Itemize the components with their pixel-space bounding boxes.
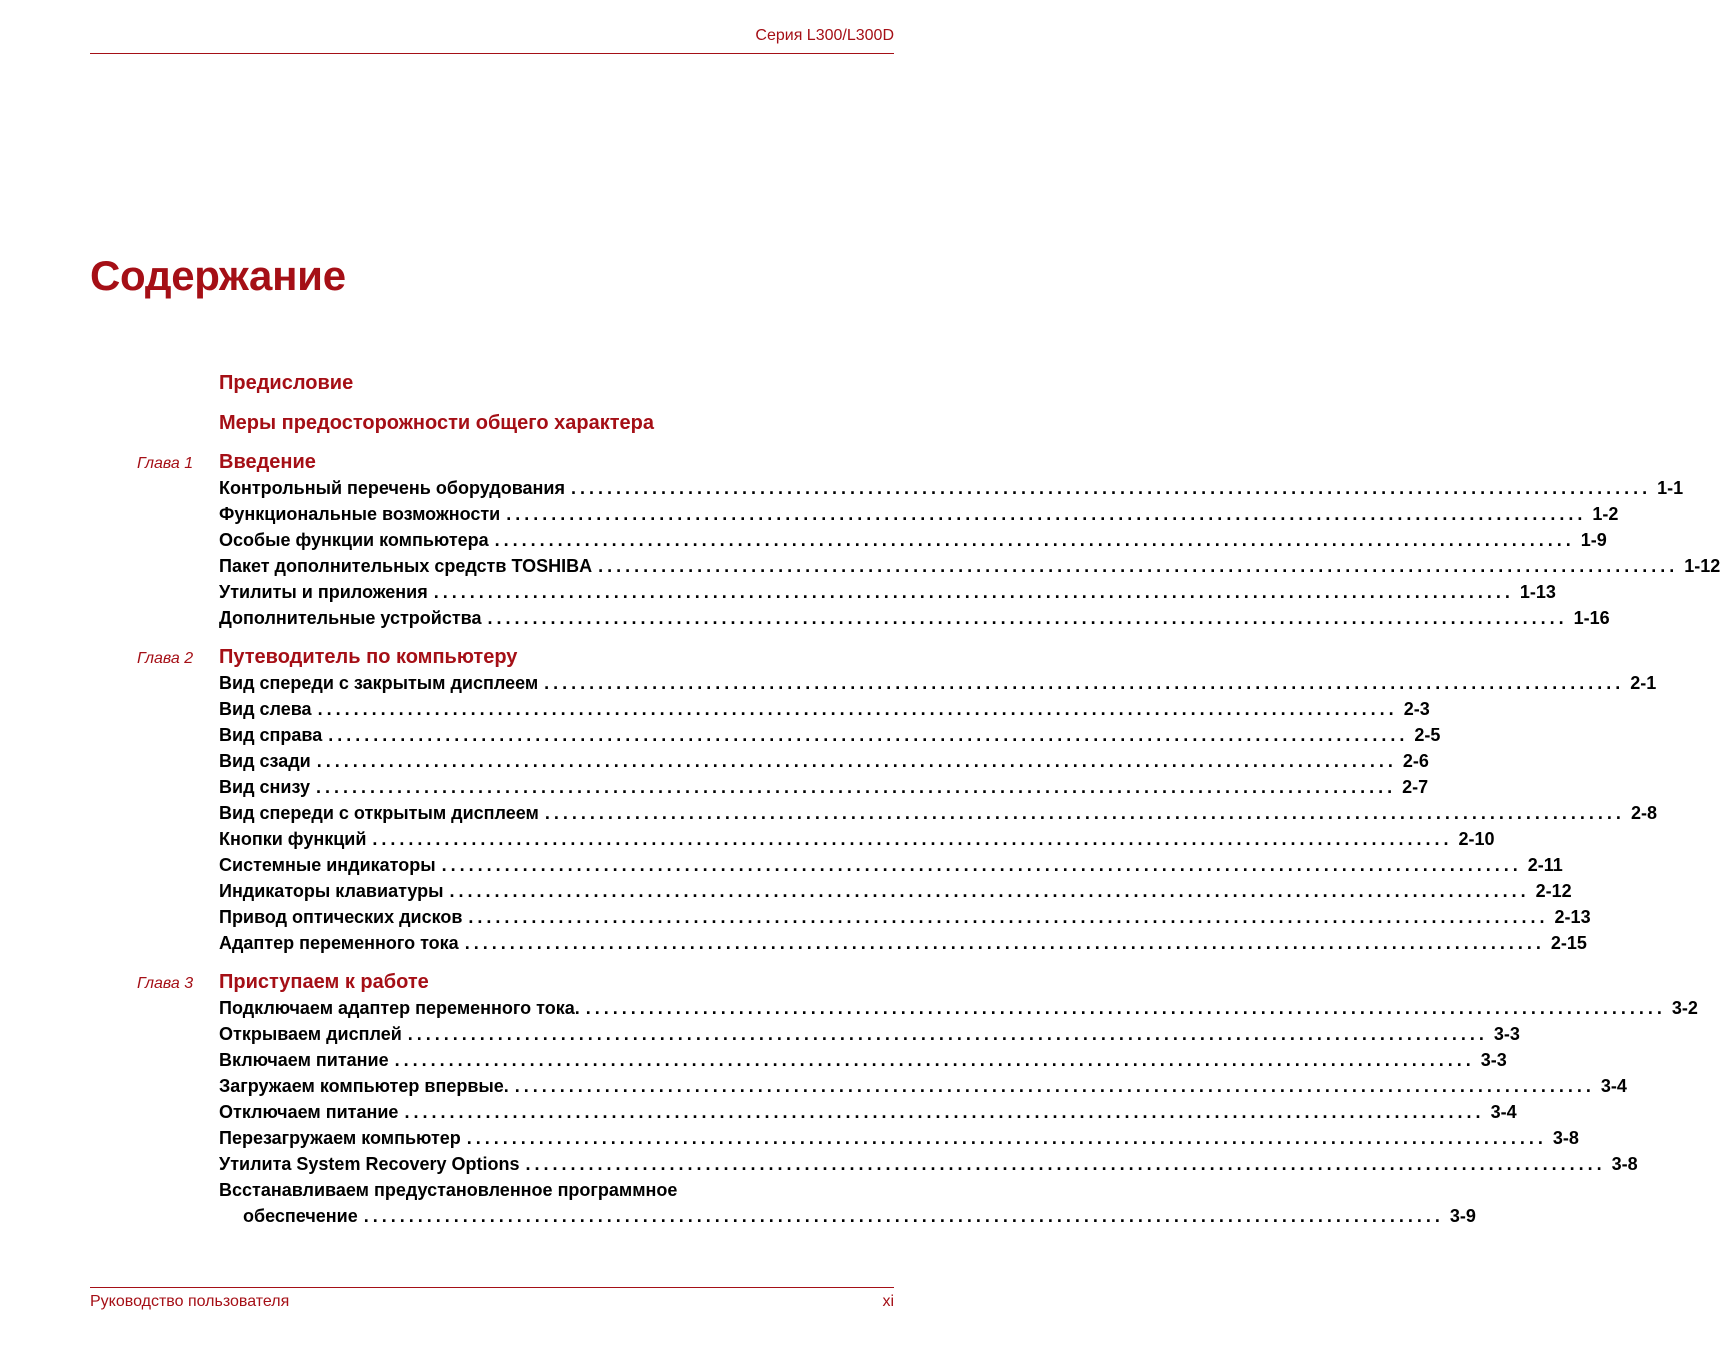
- toc-entry-text: Индикаторы клавиатуры: [219, 881, 444, 901]
- toc-entry[interactable]: [219, 907, 1591, 931]
- toc-entry-text: Открываем дисплей: [219, 1024, 402, 1044]
- dot-leader: ........................................................................................................................: [407, 1024, 1488, 1044]
- toc-entry[interactable]: [219, 1050, 1507, 1074]
- toc-entry-page: 1-9: [1580, 530, 1607, 550]
- header-rule: [90, 53, 894, 54]
- toc-entry-page: 2-3: [1403, 699, 1430, 719]
- dot-leader: ........................................................................................................................: [404, 1102, 1485, 1122]
- toc-entry-text: Адаптер переменного тока: [219, 933, 459, 953]
- toc-entry[interactable]: [219, 478, 1684, 502]
- dot-leader: ........................................................................................................................: [394, 1050, 1475, 1070]
- toc-entry-text: Подключаем адаптер переменного тока.: [219, 998, 580, 1018]
- toc-entry[interactable]: [219, 1102, 1517, 1126]
- toc-entry[interactable]: [219, 1154, 1638, 1178]
- toc-entry-page: 3-8: [1611, 1154, 1638, 1174]
- toc-entry-page: 2-7: [1402, 777, 1429, 797]
- toc-entry-wrapped-line1[interactable]: Всстанавливаем предустановленное программное: [219, 1180, 678, 1200]
- toc-entry[interactable]: [219, 556, 1720, 580]
- dot-leader: ........................................................................................................................: [433, 582, 1514, 602]
- dot-leader: ........................................................................................................................: [464, 933, 1545, 953]
- toc-entry-page: 3-3: [1480, 1050, 1507, 1070]
- toc-entry-text: Вид сзади: [219, 751, 311, 771]
- dot-leader: ........................................................................................................................: [585, 998, 1666, 1018]
- toc-entry-page: 3-3: [1493, 1024, 1520, 1044]
- toc-entry[interactable]: [219, 608, 1610, 632]
- dot-leader: ........................................................................................................................: [544, 803, 1625, 823]
- dot-leader: ........................................................................................................................: [571, 478, 1652, 498]
- toc-entry[interactable]: [219, 725, 1441, 749]
- dot-leader: ........................................................................................................................: [316, 751, 1397, 771]
- toc-entry[interactable]: [219, 673, 1657, 697]
- toc-entry-page: 1-13: [1519, 582, 1556, 602]
- toc-entry-page: 2-15: [1550, 933, 1587, 953]
- dot-leader: ........................................................................................................................: [328, 725, 1409, 745]
- toc-entry[interactable]: [219, 998, 1698, 1022]
- toc-entry[interactable]: [219, 699, 1430, 723]
- chapter-1-title[interactable]: Введение: [219, 451, 316, 473]
- toc-entry-text: Дополнительные устройства: [219, 608, 482, 628]
- toc-entry-text: Перезагружаем компьютер: [219, 1128, 461, 1148]
- running-header: Серия L300/L300D: [755, 27, 894, 44]
- toc-entry[interactable]: [219, 504, 1619, 528]
- footer-manual-title: Руководство пользователя: [90, 1293, 290, 1310]
- toc-entry-page: 1-16: [1573, 608, 1610, 628]
- chapter-2-title[interactable]: Путеводитель по компьютеру: [219, 646, 518, 668]
- toc-entry-page: 1-12: [1684, 556, 1720, 576]
- toc-preface-link[interactable]: Предисловие: [219, 372, 354, 394]
- toc-entry[interactable]: [219, 829, 1495, 853]
- toc-entry-text: Отключаем питание: [219, 1102, 399, 1122]
- toc-entry[interactable]: [219, 803, 1657, 827]
- toc-entry-text: Функциональные возможности: [219, 504, 501, 524]
- footer-page-number: xi: [882, 1293, 894, 1310]
- toc-entry-page: 2-12: [1535, 881, 1572, 901]
- toc-entry-text: Загружаем компьютер впервые.: [219, 1076, 509, 1096]
- toc-precautions-link[interactable]: Меры предосторожности общего характера: [219, 412, 654, 434]
- toc-entry[interactable]: [219, 751, 1429, 775]
- chapter-3-title[interactable]: Приступаем к работе: [219, 971, 429, 993]
- toc-entry-text: Вид спереди с закрытым дисплеем: [219, 673, 539, 693]
- toc-entry-text: Пакет дополнительных средств TOSHIBA: [219, 556, 593, 576]
- toc-entry[interactable]: [219, 1024, 1520, 1048]
- toc-entry-text: обеспечение: [243, 1206, 358, 1226]
- toc-entry-text: Особые функции компьютера: [219, 530, 489, 550]
- dot-leader: ........................................................................................................................: [449, 881, 1530, 901]
- toc-entry[interactable]: [219, 777, 1429, 801]
- toc-entry[interactable]: [219, 1128, 1579, 1152]
- toc-entry-page: 3-9: [1449, 1206, 1476, 1226]
- toc-entry-text: Вид слева: [219, 699, 312, 719]
- toc-entry-text: Кнопки функций: [219, 829, 367, 849]
- chapter-3-label: Глава 3: [137, 975, 194, 992]
- toc-entry-page: 3-8: [1552, 1128, 1579, 1148]
- toc-entry-page: 2-1: [1630, 673, 1657, 693]
- toc-entry-page: 3-4: [1490, 1102, 1517, 1122]
- dot-leader: ........................................................................................................................: [317, 699, 1398, 719]
- toc-entry-text: Включаем питание: [219, 1050, 389, 1070]
- toc-entry[interactable]: [243, 1206, 1476, 1230]
- dot-leader: ........................................................................................................................: [494, 530, 1575, 550]
- dot-leader: ........................................................................................................................: [466, 1128, 1547, 1148]
- footer-rule: [90, 1287, 894, 1288]
- dot-leader: ........................................................................................................................: [441, 855, 1522, 875]
- toc-entry[interactable]: [219, 855, 1563, 879]
- toc-entry[interactable]: [219, 530, 1607, 554]
- toc-entry-text: Вид снизу: [219, 777, 310, 797]
- dot-leader: ........................................................................................................................: [544, 673, 1625, 693]
- toc-entry-page: 1-1: [1657, 478, 1684, 498]
- dot-leader: ........................................................................................................................: [487, 608, 1568, 628]
- chapter-2-label: Глава 2: [137, 650, 194, 667]
- dot-leader: ........................................................................................................................: [598, 556, 1679, 576]
- toc-entry[interactable]: [219, 582, 1556, 606]
- dot-leader: ........................................................................................................................: [525, 1154, 1606, 1174]
- toc-entry[interactable]: [219, 933, 1587, 957]
- dot-leader: ........................................................................................................................: [315, 777, 1397, 797]
- toc-entry-page: 2-6: [1402, 751, 1429, 771]
- dot-leader: ........................................................................................................................: [363, 1206, 1444, 1226]
- toc-entry-page: 1-2: [1592, 504, 1619, 524]
- toc-entry-page: 3-2: [1671, 998, 1698, 1018]
- dot-leader: ........................................................................................................................: [514, 1076, 1595, 1096]
- toc-entry-text: Привод оптических дисков: [219, 907, 463, 927]
- dot-leader: ........................................................................................................................: [506, 504, 1587, 524]
- toc-entry-page: 2-8: [1630, 803, 1657, 823]
- toc-entry-page: 3-4: [1600, 1076, 1627, 1096]
- toc-entry-text: Вид справа: [219, 725, 323, 745]
- toc-entry[interactable]: [219, 881, 1572, 905]
- page-title: Содержание: [90, 252, 346, 299]
- toc-entry[interactable]: [219, 1076, 1627, 1100]
- dot-leader: ........................................................................................................................: [372, 829, 1453, 849]
- toc-entry-page: 2-5: [1414, 725, 1441, 745]
- toc-entry-text: Контрольный перечень оборудования: [219, 478, 565, 498]
- toc-entry-page: 2-11: [1527, 855, 1563, 875]
- toc-entry-text: Вид спереди с открытым дисплеем: [219, 803, 539, 823]
- toc-entry-page: 2-13: [1554, 907, 1591, 927]
- dot-leader: ........................................................................................................................: [468, 907, 1549, 927]
- chapter-1-label: Глава 1: [137, 455, 194, 472]
- toc-entry-text: Системные индикаторы: [219, 855, 436, 875]
- toc-entry-page: 2-10: [1458, 829, 1495, 849]
- toc-entry-text: Утилита System Recovery Options: [219, 1154, 520, 1174]
- toc-entry-text: Утилиты и приложения: [219, 582, 428, 602]
